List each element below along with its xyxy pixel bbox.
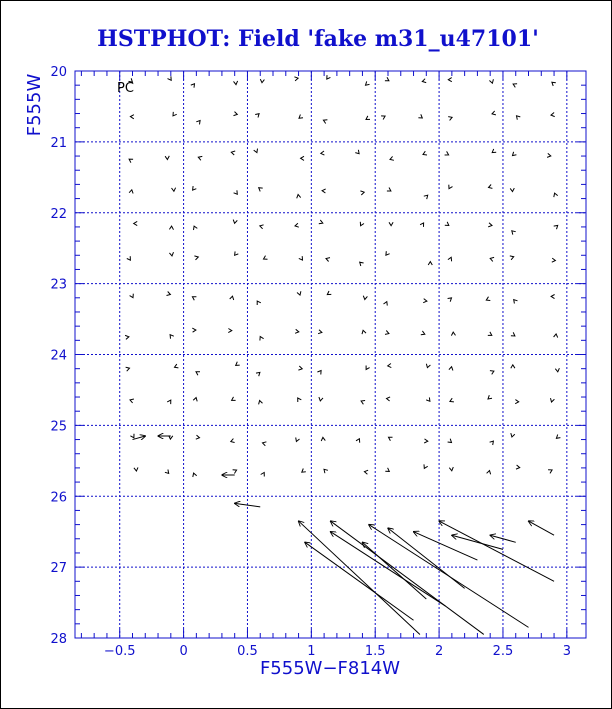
small-arrow	[254, 149, 258, 153]
small-arrow	[554, 225, 558, 229]
small-arrow	[302, 469, 306, 473]
small-arrow	[297, 291, 301, 295]
small-arrow	[486, 297, 490, 301]
small-arrow	[424, 464, 428, 468]
small-arrow	[196, 372, 200, 376]
small-arrow	[193, 186, 197, 190]
small-arrow	[261, 473, 265, 477]
small-arrow	[421, 331, 425, 335]
small-arrow	[134, 221, 138, 225]
small-arrow	[445, 151, 449, 155]
small-arrow	[385, 468, 389, 472]
small-arrow	[513, 84, 517, 88]
small-arrow	[450, 398, 454, 402]
small-arrow	[327, 75, 331, 79]
small-arrow	[356, 439, 360, 443]
small-arrow	[554, 193, 558, 197]
small-arrow	[130, 399, 134, 403]
small-arrow	[232, 397, 236, 401]
small-arrow	[422, 79, 426, 83]
small-arrow	[192, 328, 196, 332]
small-arrow	[387, 397, 391, 401]
small-arrow	[295, 329, 299, 333]
small-arrows	[125, 75, 560, 477]
small-arrow	[385, 77, 389, 81]
small-arrow	[366, 81, 370, 85]
small-arrow	[327, 291, 331, 295]
y-tick-label: 23	[50, 277, 67, 293]
small-arrow	[233, 470, 237, 474]
small-arrow	[231, 151, 235, 155]
large-arrows	[132, 436, 554, 634]
small-arrow	[490, 371, 494, 375]
small-arrow	[259, 401, 263, 405]
small-arrow	[196, 435, 200, 439]
small-arrow	[449, 467, 453, 471]
small-arrow	[228, 329, 232, 333]
small-arrow	[192, 297, 196, 301]
small-arrow	[513, 152, 517, 156]
small-arrow	[423, 151, 427, 155]
small-arrow	[324, 469, 328, 473]
small-arrow	[511, 365, 515, 368]
y-tick-label: 24	[50, 348, 67, 364]
small-arrow	[387, 188, 391, 192]
small-arrow	[551, 398, 555, 402]
small-arrow	[234, 112, 238, 116]
small-arrow	[551, 295, 555, 299]
small-arrow	[360, 222, 364, 226]
small-arrow	[298, 398, 302, 402]
small-arrow	[366, 116, 370, 120]
small-arrow	[451, 332, 455, 336]
x-tick-label: −0.5	[103, 644, 136, 659]
x-tick-label: 1	[307, 644, 316, 659]
small-arrow	[264, 256, 268, 260]
small-arrow	[362, 330, 366, 334]
y-tick-label: 26	[50, 490, 67, 506]
small-arrow	[230, 296, 234, 300]
small-arrow	[172, 188, 176, 192]
small-arrow	[449, 367, 453, 371]
small-arrow	[134, 467, 138, 471]
small-arrow	[511, 332, 515, 336]
shift-arrow	[369, 525, 529, 628]
x-tick-label: 3	[562, 644, 571, 659]
small-arrow	[294, 77, 298, 81]
small-arrow	[236, 362, 240, 366]
small-arrow	[233, 220, 237, 224]
small-arrow	[552, 82, 556, 86]
small-arrow	[355, 150, 359, 154]
small-arrow	[125, 335, 129, 339]
small-arrow	[389, 437, 393, 441]
small-arrow	[556, 435, 560, 439]
small-arrow	[420, 223, 424, 227]
small-arrow	[514, 300, 518, 304]
small-arrow	[169, 252, 173, 256]
small-arrow	[363, 296, 367, 300]
small-arrow	[257, 301, 261, 305]
small-arrow	[426, 364, 430, 368]
small-arrow	[129, 190, 133, 194]
small-arrow	[449, 185, 453, 189]
x-tick-label: 1.5	[364, 644, 386, 659]
small-arrow	[490, 257, 494, 261]
small-arrow	[129, 159, 133, 163]
small-arrow	[385, 331, 389, 335]
small-arrow	[492, 149, 496, 153]
tick-labels	[50, 65, 571, 659]
small-arrow	[167, 292, 171, 296]
small-arrow	[361, 401, 365, 405]
x-tick-label: 0.5	[237, 644, 258, 659]
x-axis-label: F555W−F814W	[259, 658, 401, 679]
small-arrow	[194, 256, 198, 260]
small-arrow	[299, 115, 303, 119]
small-arrow	[489, 185, 493, 189]
small-arrow	[318, 330, 322, 334]
shift-arrow	[452, 535, 503, 549]
small-arrow	[321, 151, 325, 155]
small-arrow	[428, 262, 432, 265]
small-arrow	[426, 397, 430, 401]
small-arrow	[130, 115, 134, 119]
small-arrow	[235, 251, 239, 255]
small-arrow	[231, 439, 235, 443]
grid	[75, 71, 586, 638]
shift-arrow	[529, 521, 555, 535]
shift-arrow	[305, 542, 414, 620]
small-arrow	[448, 439, 452, 443]
small-arrow	[167, 400, 171, 404]
small-arrow	[296, 438, 300, 442]
x-tick-label: 2.5	[492, 644, 514, 659]
small-arrow	[130, 434, 134, 438]
small-arrow	[193, 473, 197, 477]
small-arrow	[555, 368, 559, 372]
small-arrow	[126, 367, 130, 371]
small-arrow	[390, 156, 394, 160]
small-arrow	[234, 81, 238, 85]
small-arrow	[321, 437, 325, 441]
small-arrow	[423, 299, 427, 303]
small-arrow	[445, 222, 449, 226]
small-arrow	[175, 364, 179, 368]
small-arrow	[551, 113, 555, 117]
small-arrow	[260, 79, 264, 83]
small-arrow	[322, 189, 326, 193]
small-arrow	[511, 433, 515, 437]
small-arrow	[488, 395, 492, 399]
y-tick-label: 25	[50, 419, 67, 435]
small-arrow	[448, 117, 452, 121]
small-arrow	[364, 470, 368, 474]
chip-annotation: PC	[117, 81, 134, 96]
small-arrow	[424, 195, 428, 199]
small-arrow	[297, 195, 301, 199]
small-arrow	[366, 366, 370, 370]
small-arrow	[552, 258, 556, 262]
small-arrow	[488, 223, 492, 227]
small-arrow	[255, 114, 259, 118]
small-arrow	[487, 471, 491, 475]
x-tick-label: 0	[179, 644, 188, 659]
shift-arrow	[331, 532, 446, 606]
small-arrow	[490, 441, 494, 445]
small-arrow	[198, 156, 202, 160]
small-arrow	[388, 364, 392, 368]
small-arrow	[548, 470, 552, 474]
small-arrow	[517, 116, 521, 120]
small-arrow	[234, 190, 238, 194]
y-axis-label: F555W	[24, 73, 45, 137]
small-arrow	[360, 262, 364, 266]
small-arrow	[323, 120, 327, 124]
small-arrow	[130, 294, 134, 298]
small-arrow	[165, 156, 169, 160]
small-arrow	[169, 226, 173, 230]
small-arrow	[554, 334, 558, 338]
small-arrow	[515, 400, 519, 404]
small-arrow	[448, 257, 452, 261]
small-arrow	[295, 223, 299, 227]
small-arrow	[301, 156, 304, 160]
small-arrow	[492, 111, 496, 115]
small-arrow	[360, 191, 364, 195]
small-arrow	[194, 226, 198, 230]
small-arrow	[386, 251, 390, 255]
y-tick-label: 22	[50, 206, 67, 222]
small-arrow	[165, 470, 169, 474]
small-arrow	[326, 258, 330, 262]
small-arrow	[196, 121, 200, 125]
small-arrow	[173, 112, 177, 116]
small-arrow	[448, 78, 452, 82]
small-arrow	[488, 332, 492, 336]
small-arrow	[319, 397, 323, 401]
small-arrow	[256, 372, 260, 376]
small-arrow	[317, 371, 321, 375]
small-arrow	[389, 222, 393, 226]
small-arrow	[424, 439, 428, 443]
small-arrow	[489, 79, 493, 83]
small-arrow	[298, 366, 302, 370]
small-arrow	[170, 335, 174, 339]
small-arrow	[319, 220, 323, 224]
small-arrow	[547, 153, 551, 157]
chart-title: HSTPHOT: Field 'fake m31_u47101'	[97, 26, 539, 52]
small-arrow	[510, 188, 514, 192]
small-arrow	[191, 84, 195, 88]
small-arrow	[193, 398, 197, 402]
y-tick-label: 20	[50, 65, 67, 80]
small-arrow	[260, 337, 264, 341]
small-arrow	[512, 231, 516, 235]
small-arrow	[510, 256, 514, 260]
small-arrow	[263, 442, 267, 446]
small-arrow	[516, 465, 520, 469]
x-tick-label: 2	[434, 644, 444, 659]
small-arrow	[299, 256, 303, 260]
y-tick-label: 27	[50, 561, 67, 577]
small-arrow	[259, 188, 263, 192]
small-arrow	[168, 76, 172, 80]
small-arrow	[384, 302, 388, 306]
small-arrow	[418, 114, 422, 118]
y-tick-label: 21	[50, 135, 67, 151]
small-arrow	[260, 225, 264, 229]
small-arrow	[127, 256, 131, 260]
small-arrow	[448, 298, 452, 302]
y-tick-label: 28	[50, 632, 67, 647]
small-arrow	[381, 116, 385, 120]
